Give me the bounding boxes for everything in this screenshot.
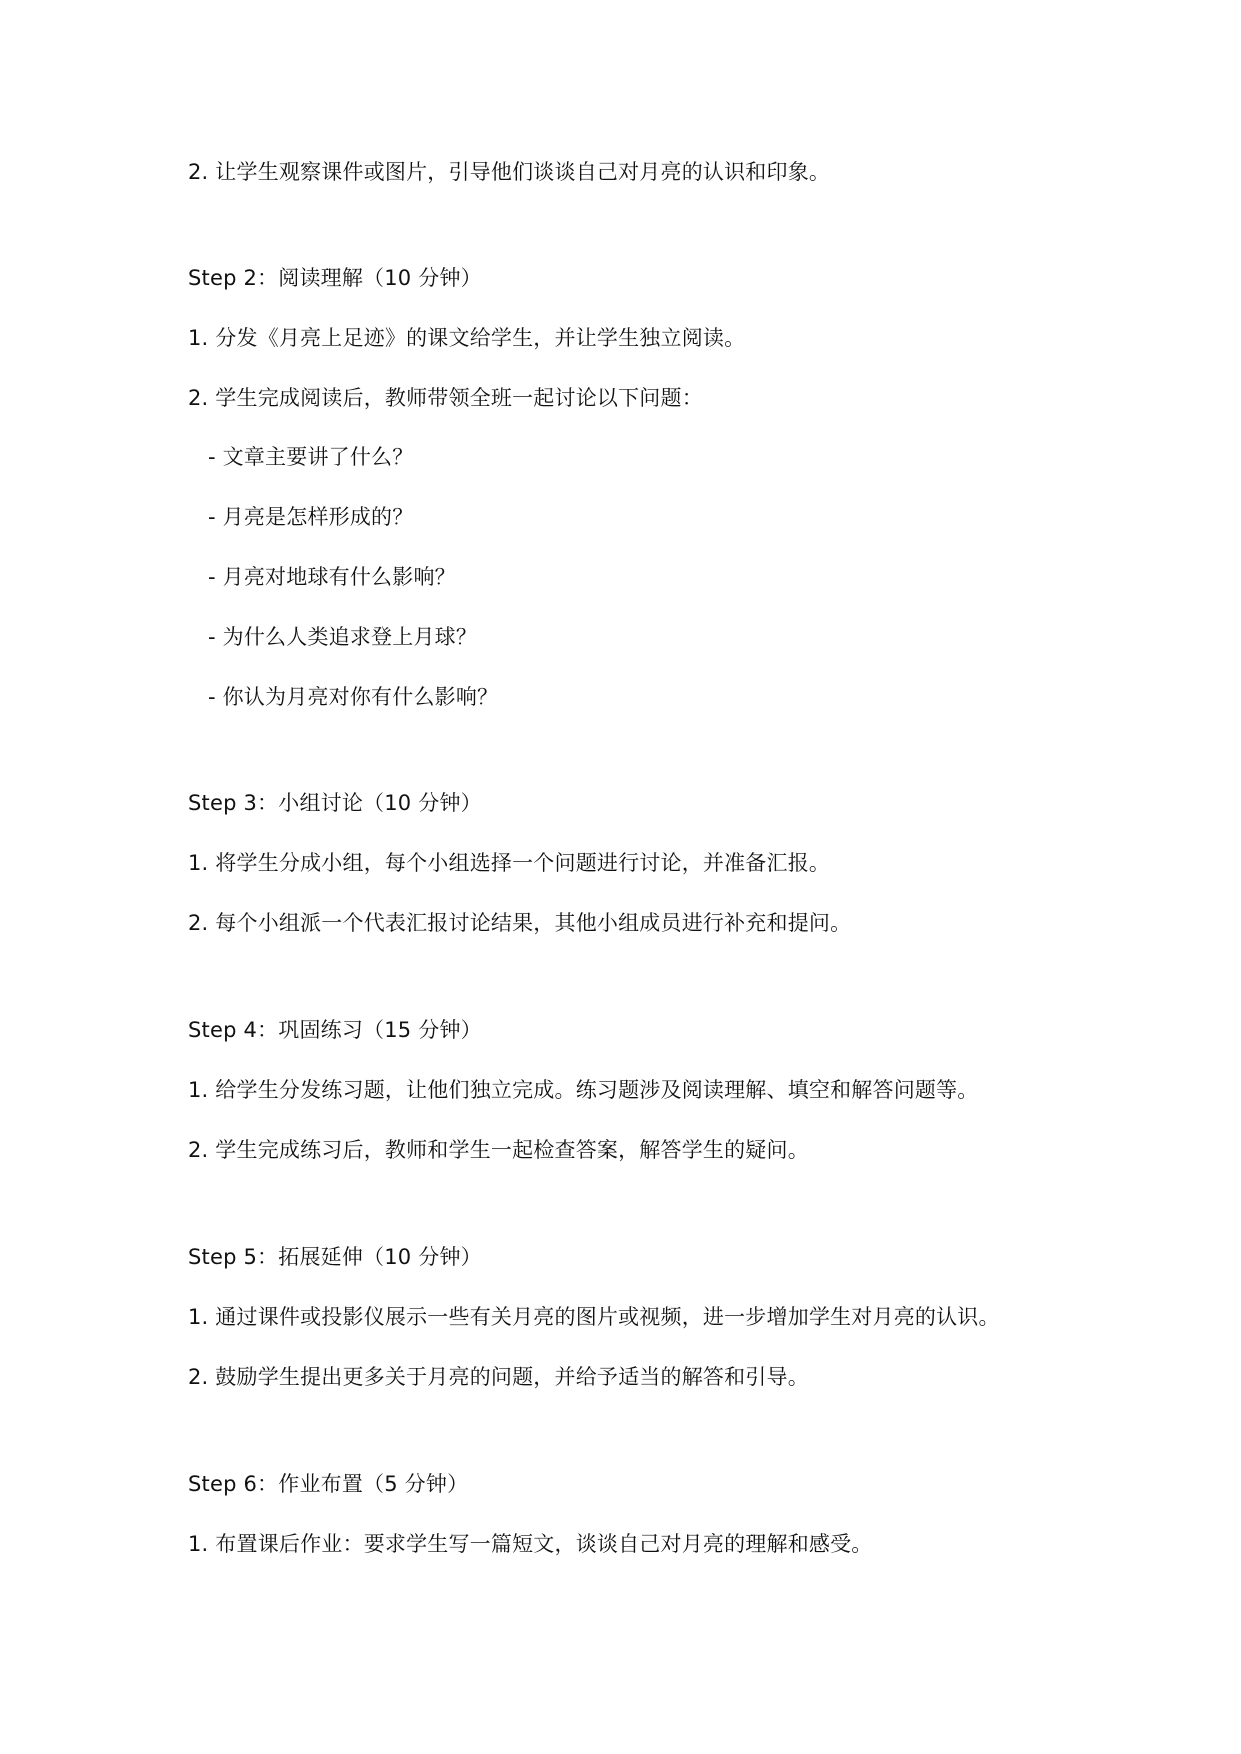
discussion-question: - 你认为月亮对你有什么影响？ [208, 685, 499, 709]
step-4-heading: Step 4：巩固练习（15 分钟） [188, 1018, 482, 1042]
discussion-question: - 月亮对地球有什么影响？ [208, 565, 456, 589]
step-6-item-1: 1. 布置课后作业：要求学生写一篇短文，谈谈自己对月亮的理解和感受。 [188, 1532, 873, 1556]
step-3-item-1: 1. 将学生分成小组，每个小组选择一个问题进行讨论，并准备汇报。 [188, 851, 831, 875]
step-4-item-1: 1. 给学生分发练习题，让他们独立完成。练习题涉及阅读理解、填空和解答问题等。 [188, 1078, 979, 1102]
step-3-item-2: 2. 每个小组派一个代表汇报讨论结果，其他小组成员进行补充和提问。 [188, 911, 852, 935]
step-6-heading: Step 6：作业布置（5 分钟） [188, 1472, 469, 1496]
step-2-heading: Step 2：阅读理解（10 分钟） [188, 266, 482, 290]
step-5-item-1: 1. 通过课件或投影仪展示一些有关月亮的图片或视频，进一步增加学生对月亮的认识。 [188, 1305, 1000, 1329]
step-3-heading: Step 3：小组讨论（10 分钟） [188, 791, 482, 815]
step-4-item-2: 2. 学生完成练习后，教师和学生一起检查答案，解答学生的疑问。 [188, 1138, 809, 1162]
step-2-item-1: 1. 分发《月亮上足迹》的课文给学生，并让学生独立阅读。 [188, 326, 746, 350]
discussion-question: - 为什么人类追求登上月球？ [208, 625, 478, 649]
step-2-item-2: 2. 学生完成阅读后，教师带领全班一起讨论以下问题： [188, 386, 703, 410]
discussion-question: - 文章主要讲了什么？ [208, 445, 414, 469]
step-5-item-2: 2. 鼓励学生提出更多关于月亮的问题，并给予适当的解答和引导。 [188, 1365, 809, 1389]
discussion-question: - 月亮是怎样形成的？ [208, 505, 414, 529]
intro-list-item-2: 2. 让学生观察课件或图片，引导他们谈谈自己对月亮的认识和印象。 [188, 160, 831, 184]
step-5-heading: Step 5：拓展延伸（10 分钟） [188, 1245, 482, 1269]
